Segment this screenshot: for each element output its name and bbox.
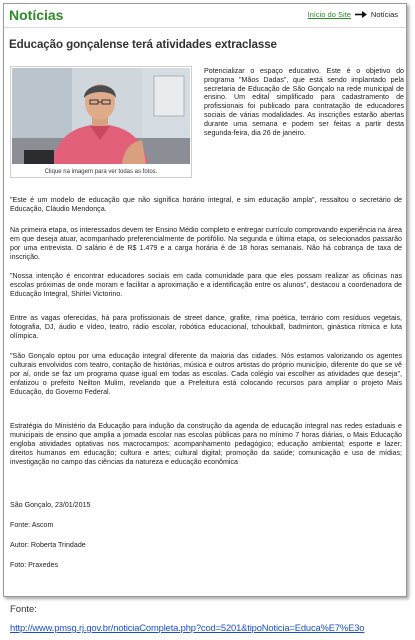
source-label: Fonte: (10, 604, 37, 615)
breadcrumb-current: Notícias (370, 10, 398, 19)
article-paragraph: "Este é um modelo de educação que não significa horário integral, e sim educação ampla", ressaltou o secretário de Educação, Cláudio Mendonça. (10, 196, 402, 213)
article-paragraph: Na primeira etapa, os interessados devem ter Ensino Médio completo e entregar currículo comprovando experiência na área em que deseja atuar, acompanhado preferencialmente de portifólio. Na segunda e última etapa, os selecionados passarão por uma entrevista. O salário é de R$ 1.479 e a carga horária é de 18 horas semanais. Não há cobrança de taxa de inscrição. (10, 226, 402, 261)
article-intro: Potencializar o espaço educativo. Este é o objetivo do programa "Mãos Dadas", que está sendo implantado pela secretaria de Educação de São Gonçalo na rede municipal de ensino. Um edital simplificado para cadastramento de profissionais foi publicado para contratação de educadores sociais de várias modalidades. As inscrições estarão abertas durante uma semana e podem ser feitas a partir desta segunda-feira, dia 26 de janeiro. (204, 67, 404, 137)
breadcrumb-home-link[interactable]: Início do Site (307, 10, 351, 19)
article-date: São Gonçalo, 23/01/2015 (10, 501, 91, 509)
article-author: Autor: Roberta Trindade (10, 541, 86, 549)
news-page-screenshot (3, 3, 407, 597)
source-url-link[interactable]: http://www.pmsg.rj.gov.br/noticiaCompleta.php?cod=5201&tipoNoticia=Educa%E7%E3o (10, 622, 365, 633)
article-source: Fonte: Ascom (10, 521, 54, 529)
page-header (4, 4, 406, 28)
article-paragraph: "Nossa intenção é encontrar educadores sociais em cada comunidade para que eles possam realizar as oficinas nas escolas próximas de onde moram e facilitar a aproximação e a identificação entre os alunos", destacou a coordenadora de Educação Integral, Shirlei Victorino. (10, 272, 402, 298)
article-paragraph: "São Gonçalo optou por uma educação integral diferente da maioria das cidades. Nós estamos valorizando os agentes culturais envolvidos com teatro, contação de histórias, música e outros artistas do próprio município, diferente do que se vê por aí, onde se faz um programa quase igual em todas as escolas. Cada colégio vai escolher as atividades que deseja", enfatizou o prefeito Neilton Mulim, revelando que a Prefeitura está colocando recursos para ampliar o projeto Mais Educação, do Governo Federal. (10, 352, 402, 396)
article-headline: Educação gonçalense terá atividades extraclasse (9, 38, 277, 51)
article-photo-credit: Foto: Praxedes (10, 561, 59, 569)
section-title: Notícias (9, 7, 64, 23)
photo-caption: Clique na imagem para ver todas as fotos. (44, 169, 158, 175)
photo-image[interactable] (12, 68, 190, 164)
breadcrumb (308, 10, 398, 19)
article-paragraph: Entre as vagas oferecidas, há para profissionais de street dance, grafite, rima poética, terrário com resíduos vegetais, fotografia, DJ, áudio e vídeo, teatro, rádio escolar, robótica educacional, tchoukball, badminton, ginástica rítmica e luta olímpica. (10, 314, 402, 340)
arrow-right-icon (355, 11, 367, 18)
article-paragraph: Estratégia do Ministério da Educação para indução da construção da agenda de educação integral nas redes estaduais e municipais de ensino que amplia a jornada escolar nas escolas públicas para no mínimo 7 horas diárias, o Mais Educação engloba atividades optativas nos macrocampos: acompanhamento pedagógico; educação ambiental; esporte e lazer; direitos humanos em educação; cultura e artes; cultural digital; promoção da saúde; comunicação e uso de mídias; investigação no campo das ciências da natureza e educação econômica (10, 422, 402, 466)
article-photo[interactable] (10, 66, 192, 178)
